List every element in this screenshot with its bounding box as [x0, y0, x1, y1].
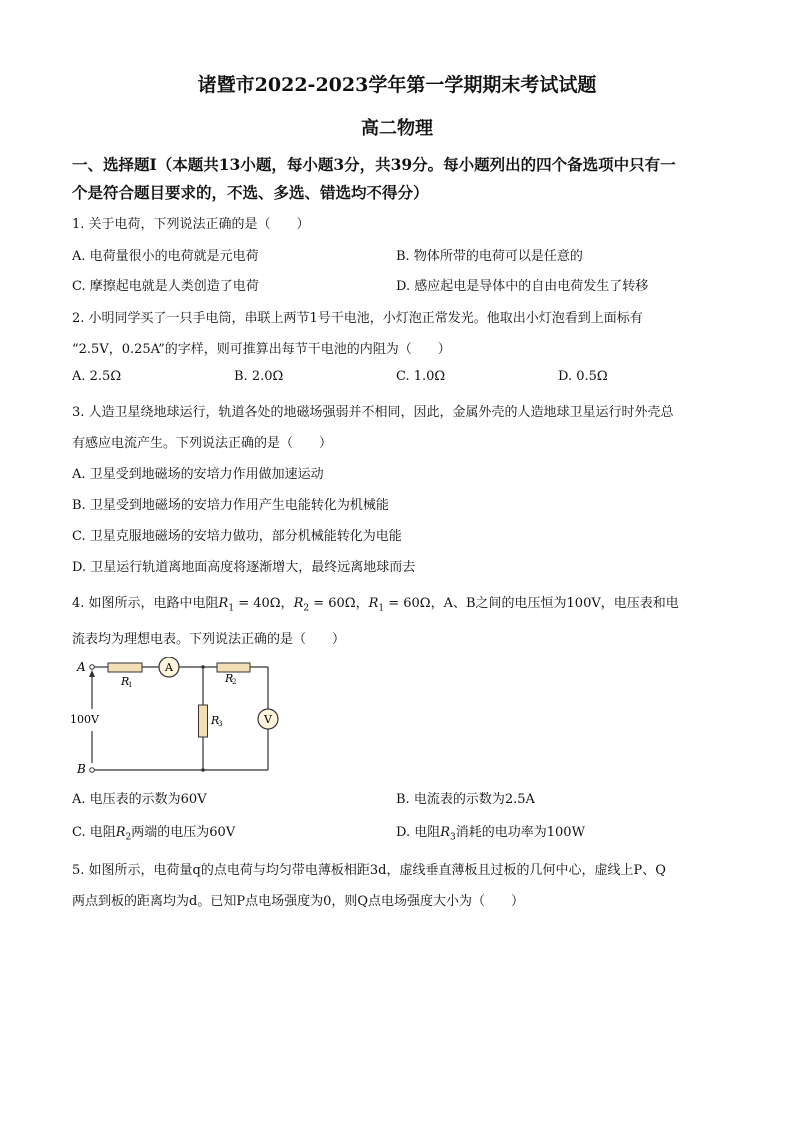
r3-subscript: 1: [378, 603, 385, 614]
option-c-suffix: 两端的电压为60V: [131, 825, 236, 840]
option-c-r-subscript: 2: [125, 832, 132, 843]
voltmeter-label: V: [264, 713, 272, 726]
r1-subscript: 1: [228, 603, 235, 614]
r3-label-subscript: 3: [218, 720, 223, 728]
question-4-option-c: [72, 821, 235, 843]
node-a-label: A: [77, 660, 86, 674]
question-3-option-b: B. 卫星受到地磁场的安培力作用产生电能转化为机械能: [72, 498, 389, 513]
option-d-r-symbol: R: [440, 825, 451, 840]
question-1-stem: 1. 关于电荷，下列说法正确的是（ ）: [72, 217, 310, 232]
resistor-r3-icon: [199, 705, 208, 737]
question-3-line1: 3. 人造卫星绕地球运行，轨道各处的地磁场强弱并不相同，因此，金属外壳的人造地球卫星运行时外壳总: [72, 405, 674, 420]
circuit-diagram: [70, 657, 285, 777]
question-4-intro: 4. 如图所示，电路中电阻: [72, 596, 219, 611]
question-1-option-d: D. 感应起电是导体中的自由电荷发生了转移: [396, 279, 649, 294]
question-1-option-b: B. 物体所带的电荷可以是任意的: [396, 249, 583, 264]
question-4-voltage-text: A、B之间的电压恒为100V，电压表和电: [443, 596, 679, 611]
option-d-suffix: 消耗的电功率为100W: [455, 825, 585, 840]
section-heading-line1: 一、选择题Ⅰ（本题共13小题，每小题3分，共39分。每小题列出的四个备选项中只有一: [72, 155, 676, 174]
r1-value: = 40Ω，: [234, 596, 294, 611]
option-d-prefix: D. 电阻: [396, 825, 441, 840]
page-subtitle: 高二物理: [361, 118, 433, 139]
question-4-option-b: B. 电流表的示数为2.5A: [396, 792, 535, 807]
question-4-line2: 流表均为理想电表。下列说法正确的是（ ）: [72, 632, 346, 647]
r2-label: R: [225, 672, 234, 685]
question-2-option-c: C. 1.0Ω: [396, 369, 446, 384]
option-c-prefix: C. 电阻: [72, 825, 116, 840]
question-3-option-d: D. 卫星运行轨道离地面高度将逐渐增大，最终远离地球而去: [72, 560, 416, 575]
r3-symbol: R: [368, 596, 379, 611]
r2-symbol: R: [293, 596, 304, 611]
resistor-r2-icon: [217, 663, 250, 672]
question-2-line2: “2.5V，0.25A”的字样，则可推算出每节干电池的内阻为（ ）: [72, 342, 451, 357]
option-d-r-subscript: 3: [450, 832, 456, 843]
question-1-option-c: C. 摩擦起电就是人类创造了电荷: [72, 279, 259, 294]
r1-label: R: [121, 675, 130, 688]
question-5-line1: 5. 如图所示，电荷量q的点电荷与均匀带电薄板相距3d，虚线垂直薄板且过板的几何中心，虚线上P、Q: [72, 863, 666, 878]
question-1-option-a: A. 电荷量很小的电荷就是元电荷: [72, 249, 259, 264]
question-2-line1: 2. 小明同学买了一只手电筒，串联上两节1号干电池，小灯泡正常发光。他取出小灯泡看到上面标有: [72, 311, 643, 326]
question-2-option-d: D. 0.5Ω: [558, 369, 608, 384]
resistor-r1-icon: [108, 663, 142, 672]
terminal-b-icon: [90, 768, 95, 773]
r2-value: = 60Ω，: [309, 596, 369, 611]
node-b-label: B: [77, 762, 86, 776]
question-5-line2: 两点到板的距离均为d。已知P点电场强度为0，则Q点电场强度大小为（ ）: [72, 894, 524, 909]
r1-label-subscript: 1: [128, 681, 133, 689]
terminal-a-icon: [90, 665, 95, 670]
r3-value: = 60Ω，: [384, 596, 444, 611]
question-4-line1: [72, 592, 679, 614]
r2-subscript: 2: [303, 603, 310, 614]
ammeter-label: A: [165, 661, 173, 674]
section-heading-line2: 个是符合题目要求的，不选、多选、错选均不得分）: [72, 183, 429, 202]
question-3-option-a: A. 卫星受到地磁场的安培力作用做加速运动: [72, 467, 324, 482]
option-c-r-symbol: R: [115, 825, 126, 840]
voltage-arrow-icon: [89, 670, 95, 677]
question-3-line2: 有感应电流产生。下列说法正确的是（ ）: [72, 436, 333, 451]
question-4-option-d: [396, 821, 585, 843]
r1-symbol: R: [218, 596, 229, 611]
question-3-option-c: C. 卫星克服地磁场的安培力做功，部分机械能转化为电能: [72, 529, 402, 544]
question-2-option-b: B. 2.0Ω: [234, 369, 284, 384]
r3-label: R: [211, 714, 220, 727]
question-2-option-a: A. 2.5Ω: [72, 369, 122, 384]
page-title: 诸暨市2022-2023学年第一学期期末考试试题: [197, 74, 597, 96]
r2-label-subscript: 2: [232, 678, 237, 686]
question-4-option-a: A. 电压表的示数为60V: [72, 792, 207, 807]
voltage-label: 100V: [70, 713, 99, 726]
